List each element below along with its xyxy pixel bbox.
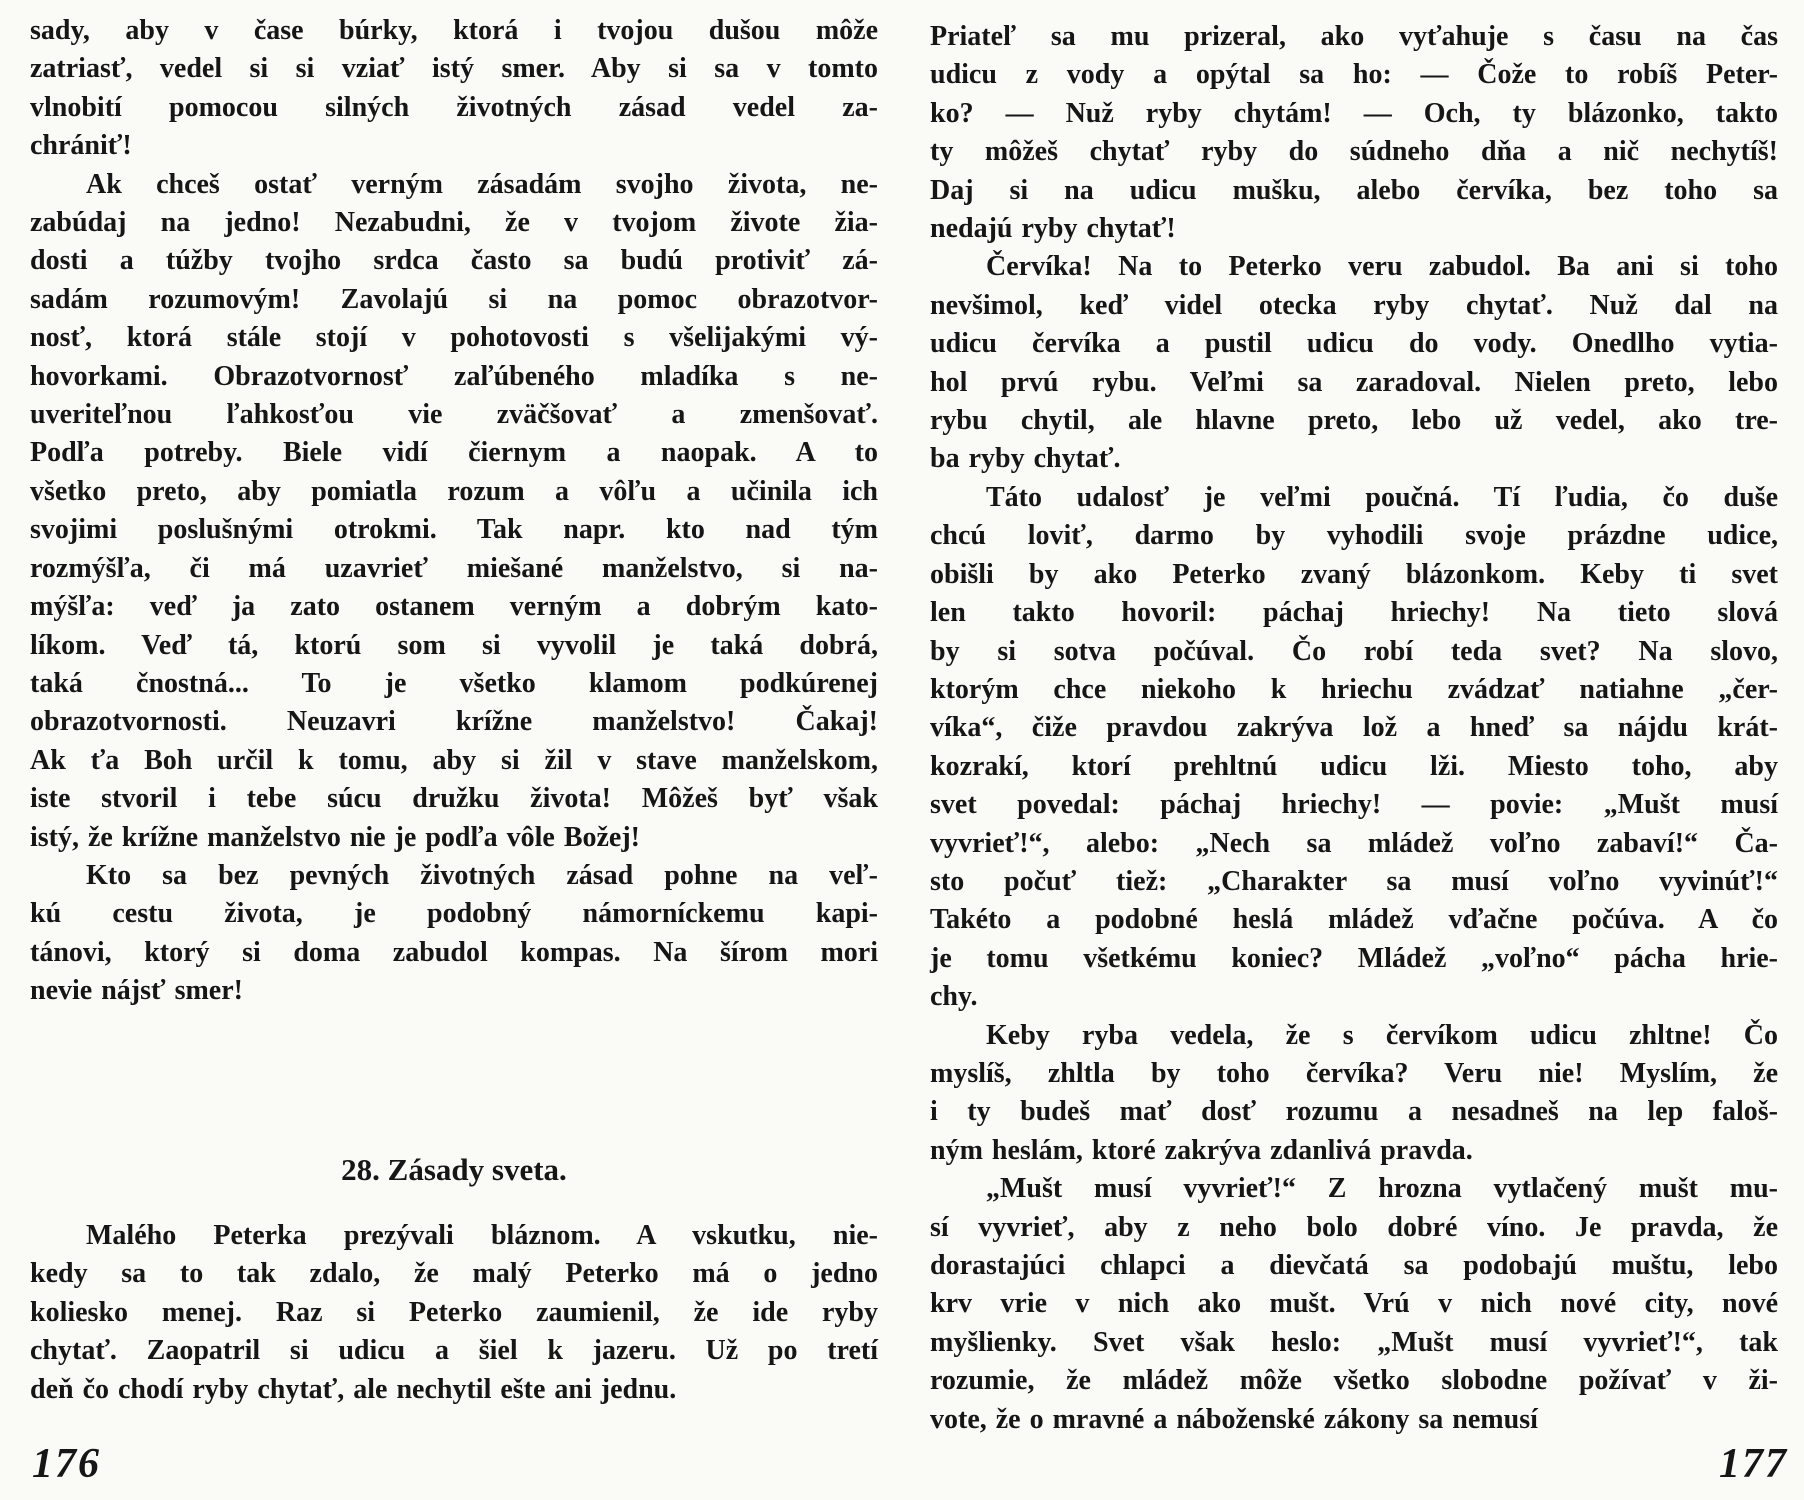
text-line: svet povedal: páchaj hriechy! — povie: „Mušt musí [930, 789, 1778, 821]
text-line: zatriasť, vedel si si vziať istý smer. Aby si sa v tomto [30, 53, 878, 85]
text-line: dorastajúci chlapci a dievčatá sa podobajú muštu, lebo [930, 1250, 1778, 1281]
text-line: nevie nájsť smer! [30, 975, 243, 1007]
text-line: vlnobití pomocou silných životných zásad vedel za- [30, 91, 878, 123]
text-line: chy. [930, 981, 978, 1013]
text-line: Červíka! Na to Peterko veru zabudol. Ba ani si toho [986, 251, 1778, 283]
text-line: chcú loviť, darmo by vyhodili svoje prázdne udice, [930, 520, 1778, 552]
page-number-left: 176 [32, 1441, 101, 1487]
text-line: Keby ryba vedela, že s červíkom udicu zhltne! Čo [986, 1019, 1778, 1051]
text-line: deň čo chodí ryby chytať, ale nechytil ešte ani jednu. [30, 1373, 677, 1405]
text-line: mýšľa: veď ja zato ostanem verným a dobrým kato- [30, 591, 878, 623]
text-line: svojimi poslušnými otrokmi. Tak napr. kto nad tým [30, 514, 878, 546]
text-line: chytať. Zaopatril si udicu a šiel k jazeru. Už po tretí [30, 1335, 878, 1367]
text-line: sto počuť tiež: „Charakter sa musí voľno vyvinúť!“ [930, 865, 1778, 897]
text-line: víka“, čiže pravdou zakrýva lož a hneď sa nájdu krát- [930, 712, 1778, 744]
text-line: i ty budeš mať dosť rozumu a nesadneš na lep faloš- [930, 1096, 1778, 1128]
paragraph [30, 857, 878, 1011]
section-heading: 28. Zásady sveta. [341, 1151, 567, 1187]
text-line: sí vyvrieť, aby z neho bolo dobré víno. Je pravda, že [930, 1211, 1778, 1243]
page-176-text-column [30, 12, 878, 1409]
paragraph [30, 1217, 878, 1409]
text-line: obrazotvornosti. Neuzavri krížne manželstvo! Čakaj! [30, 706, 878, 738]
text-line: ba ryby chytať. [930, 443, 1121, 475]
paragraph [930, 1017, 1778, 1171]
text-line: Podľa potreby. Biele vidí čiernym a naopak. A to [30, 437, 878, 469]
text-line: „Mušt musí vyvrieť!“ Z hrozna vytlačený mušt mu- [986, 1173, 1778, 1205]
text-line: Priateľ sa mu prizeral, ako vyťahuje s času na čas [930, 21, 1778, 52]
text-line: ktorým chce niekoho k hriechu zvádzať natiahne „čer- [930, 673, 1778, 705]
text-line: Kto sa bez pevných životných zásad pohne na veľ- [86, 859, 878, 891]
text-line: by si sotva počúval. Čo robí teda svet? Na slovo, [930, 635, 1778, 667]
text-line: ty môžeš chytať ryby do súdneho dňa a nič nechytíš! [930, 136, 1778, 168]
text-line: kedy sa to tak zdalo, že malý Peterko má o jedno [30, 1258, 878, 1290]
text-line: vyvrieť!“, alebo: „Nech sa mládež voľno zabaví!“ Ča- [930, 827, 1778, 859]
text-line: Takéto a podobné heslá mládež vďačne počúva. A čo [930, 904, 1778, 936]
text-line: len takto hovoril: páchaj hriechy! Na tieto slová [930, 597, 1778, 629]
text-line: kozrakí, ktorí prehltnú udicu lži. Miesto toho, aby [930, 750, 1778, 782]
text-line: hovorkami. Obrazotvornosť zaľúbeného mladíka s ne- [30, 360, 878, 392]
text-line: Malého Peterka prezývali bláznom. A vskutku, nie- [86, 1219, 878, 1251]
text-line: iste stvoril i tebe súcu družku života! Môžeš byť však [30, 783, 878, 815]
text-line: nevšimol, keď videl otecka ryby chytať. Nuž dal na [930, 289, 1778, 321]
text-line: Ak chceš ostať verným zásadám svojho života, ne- [86, 168, 878, 200]
text-line: ko? — Nuž ryby chytám! — Och, ty blázonko, takto [930, 97, 1778, 129]
text-line: nedajú ryby chytať! [930, 213, 1176, 245]
text-line: istý, že krížne manželstvo nie je podľa vôle Božej! [30, 821, 641, 853]
text-line: krv vrie v nich ako mušt. Vrú v nich nové city, nové [930, 1288, 1778, 1320]
paragraph [930, 479, 1778, 1017]
text-line: Daj si na udicu mušku, alebo červíka, bez toho sa [930, 174, 1778, 206]
text-line: tánovi, ktorý si doma zabudol kompas. Na šírom mori [30, 936, 878, 968]
text-line: líkom. Veď tá, ktorú som si vyvolil je taká dobrá, [30, 629, 878, 661]
text-line: Táto udalosť je veľmi poučná. Tí ľudia, čo duše [986, 481, 1778, 513]
paragraph [930, 1170, 1778, 1439]
paragraph [30, 166, 878, 857]
text-line: udicu červíka a pustil udicu do vody. Onedlho vytia- [930, 328, 1778, 360]
text-line: zabúdaj na jedno! Nezabudni, že v tvojom živote žia- [30, 207, 878, 239]
text-line: taká čnostná... To je všetko klamom podkúrenej [30, 667, 878, 699]
text-line: kú cestu života, je podobný námorníckemu kapi- [30, 898, 878, 930]
text-line: udicu z vody a opýtal sa ho: — Čože to robíš Peter- [930, 59, 1778, 91]
text-line: rybu chytil, ale hlavne preto, lebo už vedel, ako tre- [930, 405, 1778, 437]
text-line: ným heslám, ktoré zakrýva zdanlivá pravda. [930, 1134, 1473, 1166]
text-line: koliesko menej. Raz si Peterko zaumienil, že ide ryby [30, 1296, 878, 1328]
text-line: nosť, ktorá stále stojí v pohotovosti s všelijakými vý- [30, 322, 878, 354]
text-line: rozumie, že mládež môže všetko slobodne požívať v ži- [930, 1365, 1778, 1397]
text-line: je tomu všetkému koniec? Mládež „voľno“ pácha hrie- [930, 942, 1778, 974]
text-line: obišli by ako Peterko zvaný blázonkom. Keby ti svet [930, 558, 1778, 590]
text-line: dosti a túžby tvojho srdca často sa budú protiviť zá- [30, 245, 878, 277]
paragraph [930, 18, 1778, 248]
text-line: rozmýšľa, či má uzavrieť miešané manželstvo, si na- [30, 552, 878, 584]
text-line: chrániť! [30, 130, 132, 162]
text-line: hol prvú rybu. Veľmi sa zaradoval. Nielen preto, lebo [930, 366, 1778, 398]
text-line: vote, že o mravné a náboženské zákony sa nemusí [930, 1403, 1538, 1435]
paragraph [30, 12, 878, 166]
page-number-right: 177 [1719, 1441, 1788, 1487]
text-line: Ak ťa Boh určil k tomu, aby si žil v stave manželskom, [30, 744, 878, 776]
text-line: myšlienky. Svet však heslo: „Mušt musí vyvrieť!“, tak [930, 1326, 1778, 1358]
paragraph [930, 248, 1778, 478]
text-line: sadám rozumovým! Zavolajú si na pomoc obrazotvor- [30, 283, 878, 315]
text-line: všetko preto, aby pomiatla rozum a vôľu a učinila ich [30, 475, 878, 507]
page-177-text-column [930, 18, 1778, 1439]
text-line: sady, aby v čase búrky, ktorá i tvojou dušou môže [30, 15, 878, 46]
text-line: uveriteľnou ľahkosťou vie zväčšovať a zmenšovať. [30, 399, 878, 431]
text-line: myslíš, zhltla by toho červíka? Veru nie! Myslím, že [930, 1057, 1778, 1089]
